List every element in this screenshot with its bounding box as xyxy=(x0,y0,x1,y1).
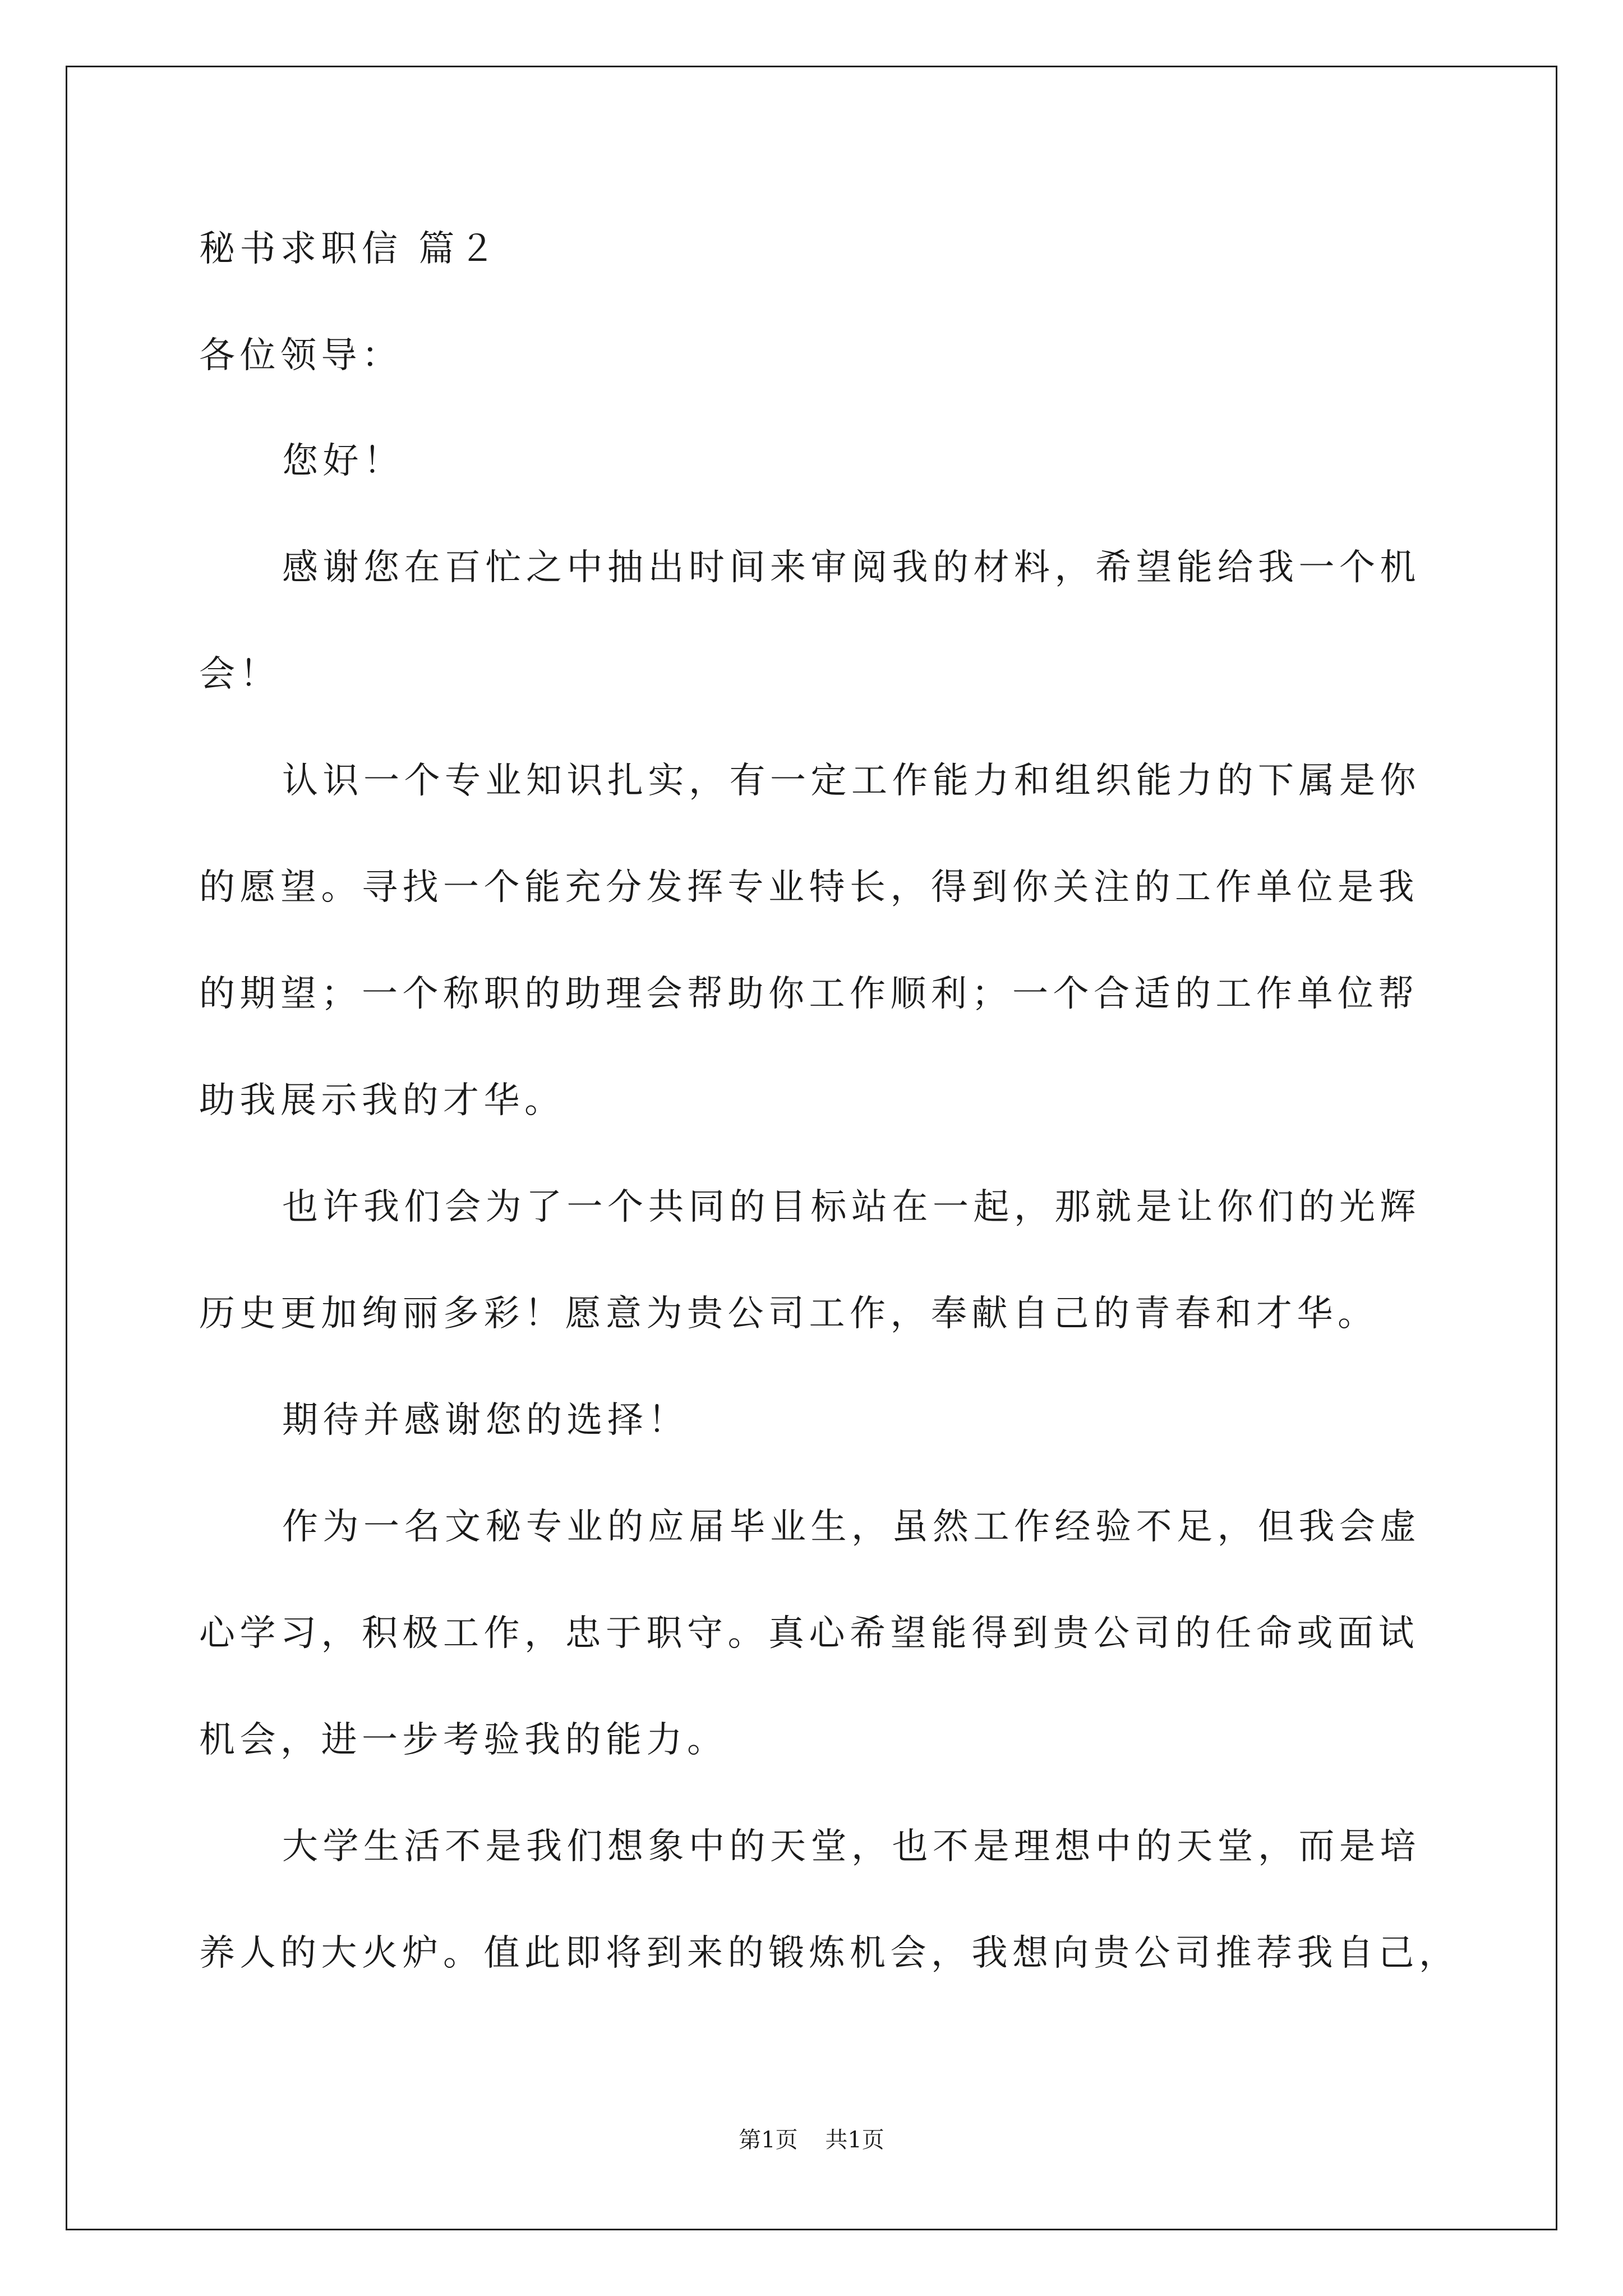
body-line: 的期望；一个称职的助理会帮助你工作顺利；一个合适的工作单位帮 xyxy=(199,973,1419,1015)
body-line: 认识一个专业知识扎实，有一定工作能力和组织能力的下属是你 xyxy=(282,760,1421,802)
body-line: 期待并感谢您的选择！ xyxy=(282,1400,689,1441)
body-line: 会！ xyxy=(199,654,280,695)
body-line: 也许我们会为了一个共同的目标站在一起，那就是让你们的光辉 xyxy=(282,1186,1421,1228)
page-total: 共1页 xyxy=(825,2127,884,2153)
document-title: 秘书求职信 篇２ xyxy=(199,228,500,270)
body-line: 作为一名文秘专业的应届毕业生，虽然工作经验不足，但我会虚 xyxy=(282,1506,1421,1548)
body-line: 您好！ xyxy=(282,440,404,482)
body-line: 历史更加绚丽多彩！愿意为贵公司工作，奉献自己的青春和才华。 xyxy=(199,1293,1378,1335)
body-line: 的愿望。寻找一个能充分发挥专业特长，得到你关注的工作单位是我 xyxy=(199,867,1419,908)
page-footer xyxy=(0,2129,1623,2151)
body-line: 助我展示我的才华。 xyxy=(199,1080,565,1121)
body-line: 养人的大火炉。值此即将到来的锻炼机会，我想向贵公司推荐我自己， xyxy=(199,1932,1460,1974)
page-number: 第1页 xyxy=(739,2127,798,2153)
body-line: 感谢您在百忙之中抽出时间来审阅我的材料，希望能给我一个机 xyxy=(282,547,1421,588)
salutation: 各位领导： xyxy=(199,335,403,376)
body-line: 机会，进一步考验我的能力。 xyxy=(199,1719,728,1761)
page-border xyxy=(66,66,1557,2230)
body-line: 大学生活不是我们想象中的天堂，也不是理想中的天堂，而是培 xyxy=(282,1826,1421,1867)
body-line: 心学习，积极工作，忠于职守。真心希望能得到贵公司的任命或面试 xyxy=(199,1613,1419,1654)
